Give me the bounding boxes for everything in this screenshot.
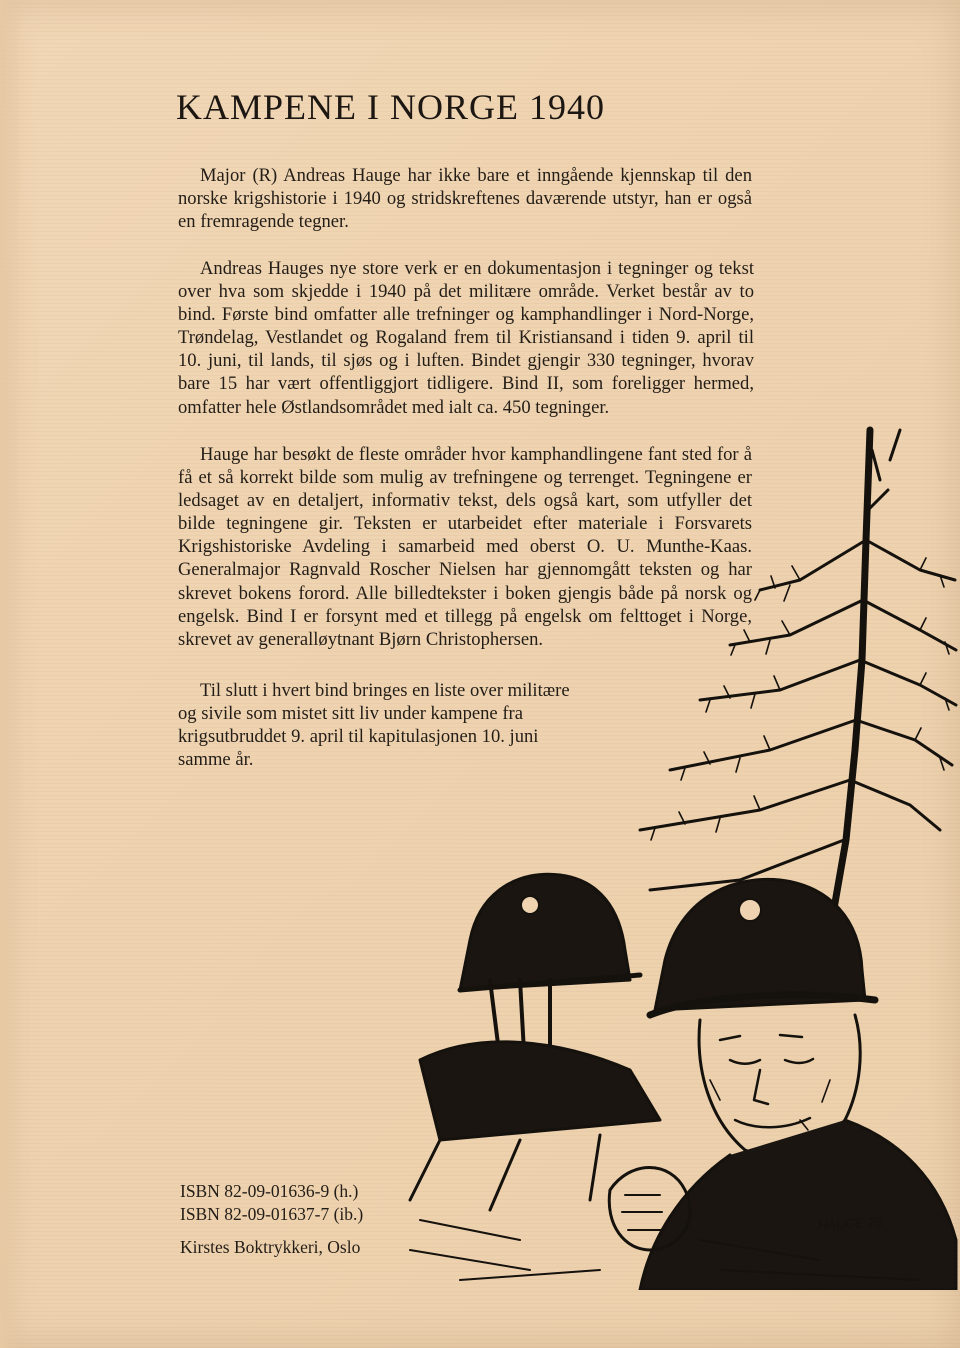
soldiers-illustration	[400, 420, 960, 1290]
paragraph-research: Hauge har besøkt de fleste områder hvor kamphandlingene fant sted for å få et så korrekt bilde som mulig av trefningene og terrenget. Tegningene er ledsaget av en detaljert, informativ tekst, dels også kart, som utfyller det bilde tegningene gir. Teksten er utarbeidet efter materiale i Forsvarets Krigshistoriske Avdeling i samarbeid med oberst O. U. Munthe-Kaas. Generalmajor Ragnvald Roscher Nielsen har gjennomgått teksten og har skrevet bokens forord. Alle billedtekster i boken gjengis både på norsk og engelsk. Bind I er forsynt med et tillegg på engelsk om felttoget i Norge, skrevet av generalløytnant Bjørn Christophersen.	[178, 444, 752, 650]
book-title: KAMPENE I NORGE 1940	[176, 87, 605, 127]
footer-spacer	[180, 1226, 363, 1236]
cover-edge-shadow	[0, 0, 22, 1348]
paragraph-work-description: Andreas Hauges nye store verk er en dokumentasjon i tegninger og tekst over hva som skjedde i 1940 på det militære område. Verket består av to bind. Første bind omfatter alle trefninger og kamphandlinger i Nord-Norge, Trøndelag, Vestlandet og Rogaland frem til Kristiansand i tiden 9. april til 10. juni, til lands, til sjøs og i luften. Bindet gjengir 330 tegninger, hvorav bare 15 har vært offentliggjort tidligere. Bind II, som foreligger hermed, omfatter hele Østlandsområdet med ialt ca. 450 tegninger.	[178, 258, 754, 418]
paragraph-author-intro: Major (R) Andreas Hauge har ikke bare et inngående kjennskap til den norske krigshistorie i 1940 og stridskreftenes daværende utstyr, han er også en fremragende tegner.	[178, 165, 752, 233]
publication-info	[180, 1180, 363, 1259]
tree-branches	[640, 540, 956, 890]
isbn-hardcover: ISBN 82-09-01636-9 (h.)	[180, 1181, 359, 1201]
paragraph-casualty-list: Til slutt i hvert bind bringes en liste over militære og sivile som mistet sitt liv under kampene fra krigsutbruddet 9. april til kapitulasjonen 10. juni samme år.	[178, 680, 570, 771]
right-soldier	[609, 879, 956, 1290]
left-soldier	[410, 874, 660, 1210]
isbn-bound: ISBN 82-09-01637-7 (ib.)	[180, 1204, 364, 1224]
artist-signature: HAUGE 78	[817, 1214, 883, 1233]
publisher: Kirstes Boktrykkeri, Oslo	[180, 1237, 361, 1257]
